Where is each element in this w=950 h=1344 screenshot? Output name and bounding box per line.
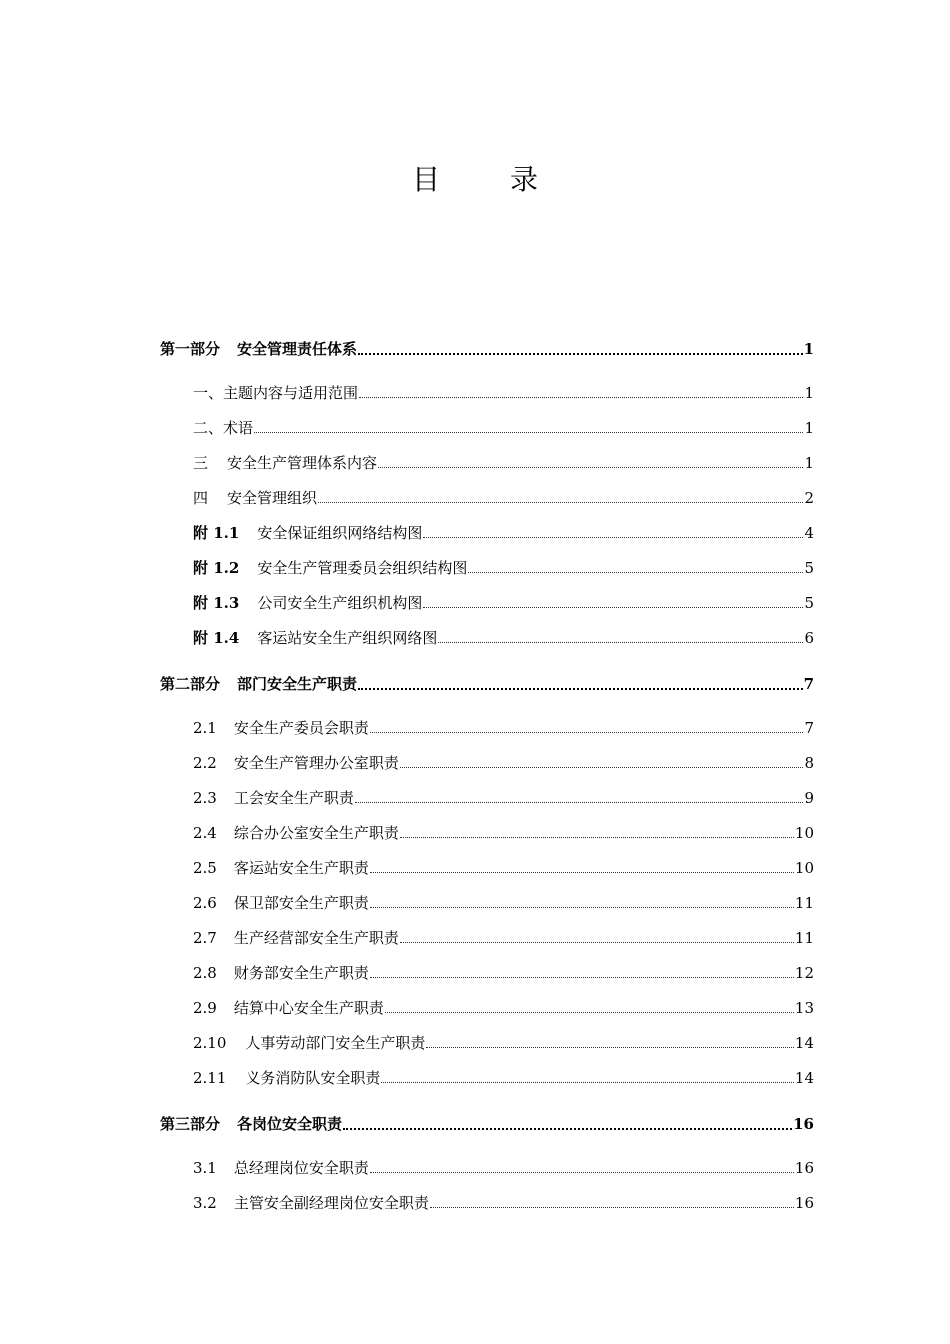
toc-entry-title: 安全生产管理体系内容 bbox=[227, 454, 378, 472]
toc-page-number: 1 bbox=[804, 419, 814, 437]
toc-leader-dots bbox=[426, 1047, 793, 1048]
toc-entry-title: 一、主题内容与适用范围 bbox=[193, 384, 359, 402]
toc-entry-title: 保卫部安全生产职责 bbox=[233, 894, 369, 912]
toc-entry[interactable] bbox=[160, 588, 814, 614]
toc-entry[interactable] bbox=[160, 1028, 814, 1054]
toc-page-number: 1 bbox=[804, 384, 814, 402]
toc-page-number: 14 bbox=[794, 1034, 814, 1052]
toc-entry[interactable] bbox=[160, 748, 814, 774]
toc-entry[interactable] bbox=[160, 818, 814, 844]
toc-entry[interactable] bbox=[160, 483, 814, 509]
toc-entry-title: 安全生产管理办公室职责 bbox=[233, 754, 399, 772]
toc-entry[interactable] bbox=[160, 623, 814, 649]
toc-entry-title: 客运站安全生产组织网络图 bbox=[257, 629, 438, 647]
toc-leader-dots bbox=[370, 1172, 794, 1173]
toc-page-number: 1 bbox=[804, 454, 814, 472]
toc-entry-title: 财务部安全生产职责 bbox=[233, 964, 369, 982]
toc-entry[interactable] bbox=[160, 923, 814, 949]
toc-page-number: 2 bbox=[804, 489, 814, 507]
toc-page-number: 6 bbox=[804, 629, 814, 647]
toc-entry[interactable] bbox=[160, 553, 814, 579]
toc-entry-number: 四 bbox=[193, 489, 209, 507]
toc-entry[interactable] bbox=[160, 783, 814, 809]
toc-entry-title: 总经理岗位安全职责 bbox=[233, 1159, 369, 1177]
toc-page-number: 4 bbox=[804, 524, 814, 542]
toc-leader-dots bbox=[370, 872, 794, 873]
toc-leader-dots bbox=[370, 977, 794, 978]
toc-leader-dots bbox=[423, 537, 803, 538]
toc-leader-dots bbox=[358, 353, 803, 355]
toc-entry[interactable] bbox=[160, 518, 814, 544]
toc-leader-dots bbox=[400, 767, 804, 768]
toc-entry-number: 2.1 bbox=[193, 719, 217, 737]
toc-page-number: 14 bbox=[794, 1069, 814, 1087]
toc-entry-number: 三 bbox=[193, 454, 209, 472]
toc-page-number: 11 bbox=[794, 929, 814, 947]
toc-leader-dots bbox=[343, 1128, 792, 1130]
toc-entry-number: 2.3 bbox=[193, 789, 217, 807]
toc-entry-title: 结算中心安全生产职责 bbox=[233, 999, 384, 1017]
toc-entry[interactable] bbox=[160, 413, 814, 439]
toc-entry[interactable] bbox=[160, 853, 814, 879]
toc-page-number: 10 bbox=[794, 859, 814, 877]
toc-entry-number: 2.7 bbox=[193, 929, 217, 947]
toc-entry-title: 客运站安全生产职责 bbox=[233, 859, 369, 877]
toc-page-number: 7 bbox=[803, 675, 814, 693]
toc-entry-title: 工会安全生产职责 bbox=[233, 789, 354, 807]
toc-leader-dots bbox=[385, 1012, 794, 1013]
toc-part-entry[interactable] bbox=[160, 1109, 814, 1135]
toc-entry-number: 2.8 bbox=[193, 964, 217, 982]
toc-entry[interactable] bbox=[160, 1188, 814, 1214]
toc-entry[interactable] bbox=[160, 713, 814, 739]
toc-entry-title: 义务消防队安全职责 bbox=[245, 1069, 381, 1087]
toc-page-number: 5 bbox=[804, 559, 814, 577]
toc-page-number: 11 bbox=[794, 894, 814, 912]
toc-leader-dots bbox=[400, 942, 794, 943]
toc-entry-title: 二、术语 bbox=[193, 419, 254, 437]
toc-entry-number: 2.4 bbox=[193, 824, 217, 842]
toc-page-number: 16 bbox=[794, 1159, 814, 1177]
toc-leader-dots bbox=[430, 1207, 794, 1208]
toc-entry[interactable] bbox=[160, 958, 814, 984]
toc-part-entry[interactable] bbox=[160, 334, 814, 360]
title-char-1: 目 bbox=[411, 163, 440, 196]
toc-page-number: 16 bbox=[794, 1194, 814, 1212]
toc-entry-number: 2.9 bbox=[193, 999, 217, 1017]
toc-leader-dots bbox=[355, 802, 804, 803]
toc-entry-number: 第一部分 bbox=[160, 340, 221, 358]
toc-entry-title: 安全生产委员会职责 bbox=[233, 719, 369, 737]
toc-page-number: 10 bbox=[794, 824, 814, 842]
toc-entry-title: 各岗位安全职责 bbox=[237, 1115, 343, 1133]
toc-entry[interactable] bbox=[160, 1153, 814, 1179]
toc-entry-number: 第三部分 bbox=[160, 1115, 221, 1133]
toc-leader-dots bbox=[254, 432, 803, 433]
toc-entry-number: 2.10 bbox=[193, 1034, 227, 1052]
toc-leader-dots bbox=[370, 907, 794, 908]
toc-leader-dots bbox=[358, 688, 803, 690]
title-char-2: 录 bbox=[510, 163, 539, 196]
toc-entry-number: 第二部分 bbox=[160, 675, 221, 693]
toc-leader-dots bbox=[468, 572, 803, 573]
toc-entry-number: 附 1.1 bbox=[193, 524, 240, 542]
toc-leader-dots bbox=[359, 397, 803, 398]
toc-entry-number: 附 1.4 bbox=[193, 629, 240, 647]
page-title bbox=[0, 162, 950, 198]
toc-entry-title: 安全管理责任体系 bbox=[237, 340, 358, 358]
toc-entry-title: 安全管理组织 bbox=[227, 489, 318, 507]
toc-page-number: 12 bbox=[794, 964, 814, 982]
toc-entry-number: 3.1 bbox=[193, 1159, 217, 1177]
toc-entry-title: 安全保证组织网络结构图 bbox=[257, 524, 423, 542]
toc-entry-number: 2.11 bbox=[193, 1069, 227, 1087]
toc-entry[interactable] bbox=[160, 448, 814, 474]
toc-entry-number: 2.6 bbox=[193, 894, 217, 912]
toc-entry-number: 3.2 bbox=[193, 1194, 217, 1212]
toc-leader-dots bbox=[423, 607, 803, 608]
toc-page-number: 9 bbox=[804, 789, 814, 807]
toc-page-number: 13 bbox=[794, 999, 814, 1017]
toc-entry-number: 附 1.2 bbox=[193, 559, 240, 577]
toc-page-number: 1 bbox=[803, 340, 814, 358]
toc-entry-title: 主管安全副经理岗位安全职责 bbox=[233, 1194, 429, 1212]
toc-entry-title: 部门安全生产职责 bbox=[237, 675, 358, 693]
toc-page-number: 7 bbox=[804, 719, 814, 737]
toc-entry[interactable] bbox=[160, 378, 814, 404]
toc-leader-dots bbox=[378, 467, 803, 468]
toc-leader-dots bbox=[400, 837, 794, 838]
toc-page-number: 8 bbox=[804, 754, 814, 772]
toc-leader-dots bbox=[370, 732, 804, 733]
toc-entry[interactable] bbox=[160, 1063, 814, 1089]
toc-entry-title: 安全生产管理委员会组织结构图 bbox=[257, 559, 468, 577]
toc-entry-title: 公司安全生产组织机构图 bbox=[257, 594, 423, 612]
toc-entry[interactable] bbox=[160, 993, 814, 1019]
toc-page-number: 16 bbox=[793, 1115, 814, 1133]
toc-leader-dots bbox=[381, 1082, 793, 1083]
toc-entry-title: 综合办公室安全生产职责 bbox=[233, 824, 399, 842]
toc-entry-number: 2.2 bbox=[193, 754, 217, 772]
toc-part-entry[interactable] bbox=[160, 669, 814, 695]
toc-entry-number: 附 1.3 bbox=[193, 594, 240, 612]
toc-entry[interactable] bbox=[160, 888, 814, 914]
toc-page-number: 5 bbox=[804, 594, 814, 612]
toc-leader-dots bbox=[438, 642, 803, 643]
toc-entry-number: 2.5 bbox=[193, 859, 217, 877]
toc-entry-title: 生产经营部安全生产职责 bbox=[233, 929, 399, 947]
toc-leader-dots bbox=[318, 502, 803, 503]
toc-entry-title: 人事劳动部门安全生产职责 bbox=[245, 1034, 426, 1052]
